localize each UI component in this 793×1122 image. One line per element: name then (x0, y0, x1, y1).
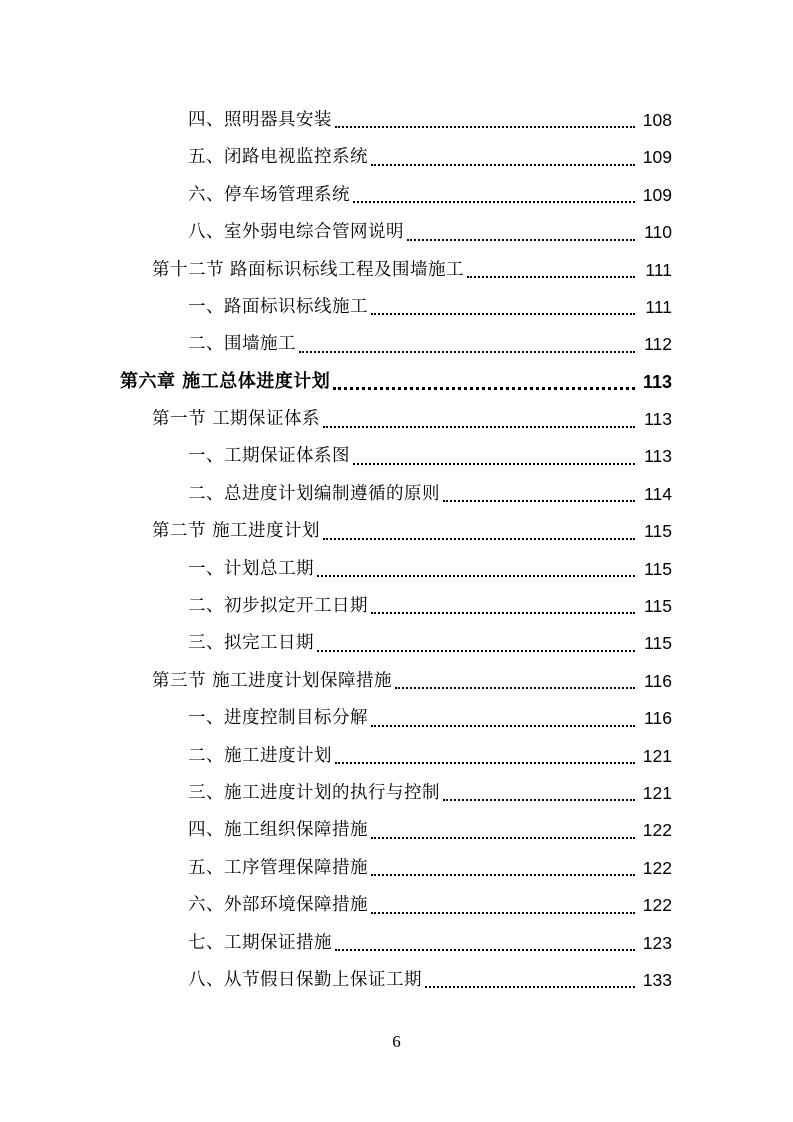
toc-entry-page: 114 (644, 483, 672, 504)
toc-entry-title: 一、路面标识标线施工 (188, 296, 368, 317)
dot-leader (333, 386, 635, 390)
toc-entry-page: 133 (642, 969, 672, 990)
toc-entry-page: 122 (642, 820, 672, 841)
toc-entry-title: 第二节 施工进度计划 (152, 521, 321, 542)
toc-entry[interactable] (0, 850, 793, 887)
dot-leader (317, 649, 635, 652)
toc-entry-page: 111 (645, 259, 672, 280)
dot-leader (323, 537, 635, 540)
dot-leader (323, 425, 635, 428)
toc-entry-title: 二、施工进度计划 (188, 745, 332, 766)
toc-entry-page: 121 (642, 745, 672, 766)
toc-entry-page: 115 (644, 558, 672, 579)
table-of-contents (0, 102, 793, 999)
page-number: 6 (392, 1032, 401, 1051)
toc-entry-title: 三、施工进度计划的执行与控制 (188, 782, 440, 803)
toc-entry-title: 三、拟完工日期 (188, 633, 314, 654)
toc-entry-title: 二、围墙施工 (188, 334, 296, 355)
dot-leader (425, 985, 635, 988)
dot-leader (407, 238, 635, 241)
toc-entry-title: 八、室外弱电综合管网说明 (188, 222, 404, 243)
toc-entry-page: 121 (642, 782, 672, 803)
toc-entry[interactable] (0, 139, 793, 176)
toc-entry-title: 一、计划总工期 (188, 558, 314, 579)
toc-entry[interactable] (0, 700, 793, 737)
dot-leader (443, 798, 635, 801)
toc-entry[interactable] (0, 738, 793, 775)
toc-entry[interactable] (0, 102, 793, 139)
toc-entry-title: 二、初步拟定开工日期 (188, 596, 368, 617)
toc-entry-title: 一、进度控制目标分解 (188, 708, 368, 729)
toc-entry-title: 四、施工组织保障措施 (188, 820, 368, 841)
toc-entry[interactable] (0, 513, 793, 550)
toc-entry[interactable] (0, 326, 793, 363)
toc-entry-page: 108 (642, 109, 672, 130)
toc-entry[interactable] (0, 177, 793, 214)
dot-leader (467, 275, 635, 278)
toc-entry-page: 109 (642, 147, 672, 168)
toc-entry[interactable] (0, 663, 793, 700)
toc-entry[interactable] (0, 551, 793, 588)
toc-entry-page: 116 (644, 708, 672, 729)
toc-entry[interactable] (0, 364, 793, 401)
toc-entry[interactable] (0, 252, 793, 289)
toc-entry-title: 四、照明器具安装 (188, 109, 332, 130)
toc-entry-page: 113 (642, 372, 672, 393)
toc-entry-page: 112 (644, 334, 672, 355)
toc-entry[interactable] (0, 887, 793, 924)
toc-entry[interactable] (0, 214, 793, 251)
toc-entry-title: 八、从节假日保勤上保证工期 (188, 969, 422, 990)
toc-entry-title: 一、工期保证体系图 (188, 446, 350, 467)
dot-leader (371, 873, 635, 876)
dot-leader (443, 499, 635, 502)
dot-leader (371, 163, 635, 166)
dot-leader (335, 125, 635, 128)
dot-leader (335, 948, 635, 951)
toc-entry[interactable] (0, 401, 793, 438)
dot-leader (395, 686, 635, 689)
toc-entry-title: 六、停车场管理系统 (188, 184, 350, 205)
toc-entry-title: 第十二节 路面标识标线工程及围墙施工 (152, 259, 465, 280)
toc-entry-page: 111 (645, 296, 672, 317)
toc-entry-page: 110 (644, 222, 672, 243)
toc-entry[interactable] (0, 775, 793, 812)
toc-entry-page: 113 (644, 446, 672, 467)
toc-entry[interactable] (0, 925, 793, 962)
toc-entry-page: 123 (642, 932, 672, 953)
toc-entry[interactable] (0, 812, 793, 849)
toc-entry[interactable] (0, 439, 793, 476)
dot-leader (371, 312, 635, 315)
toc-entry-page: 115 (644, 596, 672, 617)
toc-entry[interactable] (0, 625, 793, 662)
toc-entry-title: 六、外部环境保障措施 (188, 895, 368, 916)
toc-entry-page: 115 (644, 633, 672, 654)
dot-leader (317, 574, 635, 577)
dot-leader (371, 724, 635, 727)
toc-entry-page: 113 (644, 409, 672, 430)
dot-leader (299, 350, 635, 353)
toc-entry[interactable] (0, 962, 793, 999)
toc-entry-page: 116 (644, 670, 672, 691)
dot-leader (353, 462, 635, 465)
toc-entry-page: 109 (642, 184, 672, 205)
toc-entry-title: 第三节 施工进度计划保障措施 (152, 670, 393, 691)
toc-entry-title: 五、工序管理保障措施 (188, 857, 368, 878)
dot-leader (353, 200, 635, 203)
toc-entry[interactable] (0, 588, 793, 625)
toc-entry-title: 二、总进度计划编制遵循的原则 (188, 483, 440, 504)
toc-entry[interactable] (0, 476, 793, 513)
dot-leader (371, 911, 635, 914)
toc-entry[interactable] (0, 289, 793, 326)
toc-entry-title: 第六章 施工总体进度计划 (120, 371, 331, 393)
toc-entry-title: 七、工期保证措施 (188, 932, 332, 953)
toc-entry-title: 第一节 工期保证体系 (152, 409, 321, 430)
toc-entry-title: 五、闭路电视监控系统 (188, 147, 368, 168)
toc-entry-page: 115 (644, 521, 672, 542)
toc-entry-page: 122 (642, 857, 672, 878)
toc-entry-page: 122 (642, 895, 672, 916)
dot-leader (371, 611, 635, 614)
dot-leader (371, 836, 635, 839)
dot-leader (335, 761, 635, 764)
